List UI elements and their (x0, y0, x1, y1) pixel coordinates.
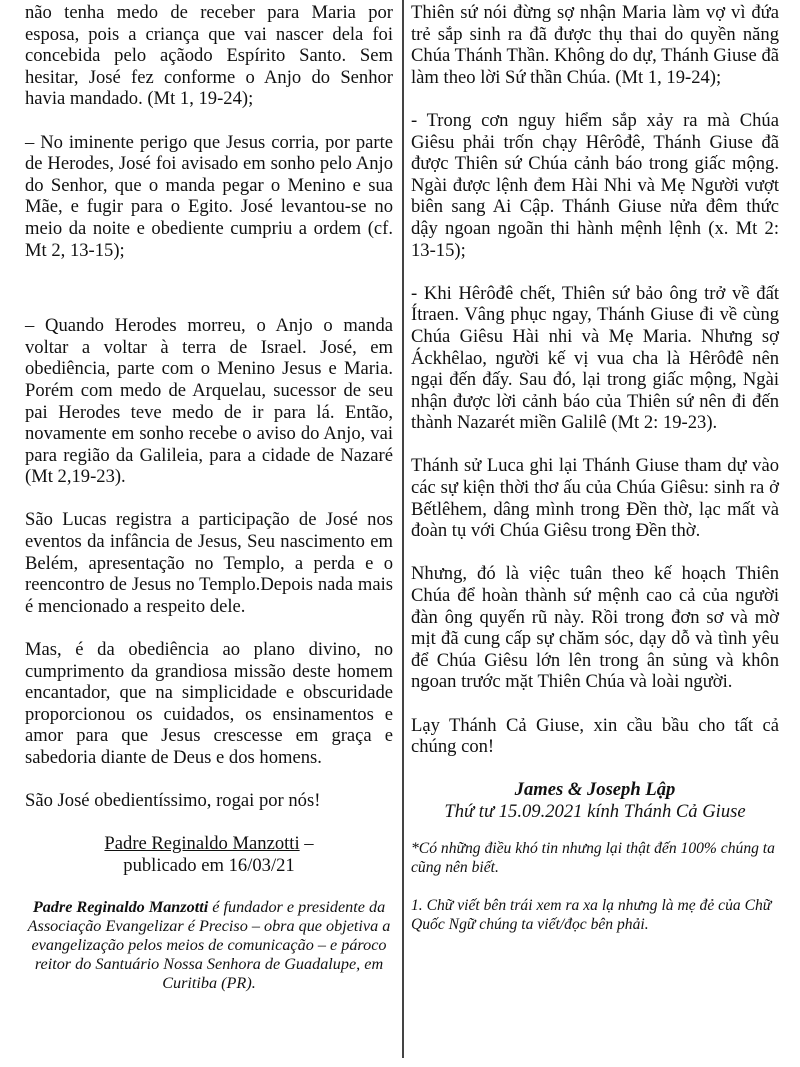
paragraph-vi-4: Thánh sử Luca ghi lại Thánh Giuse tham dự vào các sự kiện thời thơ ấu của Chúa Giêsu: sinh ra ở Bếtlêhem, dâng mình trong Đền thờ, lạc mất và đoàn tụ với Chúa Giêsu trong Đền thờ. (411, 455, 779, 542)
paragraph-vi-1: Thiên sứ nói đừng sợ nhận Maria làm vợ vì đứa trẻ sắp sinh ra đã được thụ thai do quyền năng Chúa Thánh Thần. Không do dự, Thánh Giuse đã làm theo lời Sứ thần Chúa. (Mt 1, 19-24); (411, 2, 779, 88)
paragraph-vi-3: - Khi Hêrôđê chết, Thiên sứ bảo ông trở về đất Ítraen. Vâng phục ngay, Thánh Giuse đi về cùng Chúa Giêsu Hài nhi và Mẹ Maria. Nhưng sợ Áckhêlao, người kế vị vua cha là Hêrôđê nên ngại đến đấy. Sau đó, lại trong giấc mộng, Ngài nhận được lời cảnh báo của Thiên sứ nên đi đến thành Nazarét miền Galilê (Mt 2: 19-23). (411, 282, 779, 434)
author-link[interactable]: Padre Reginaldo Manzotti (104, 833, 300, 855)
paragraph-pt-1: não tenha medo de receber para Maria por esposa, pois a criança que vai nascer dela foi concebida pelo açãodo Espírito Santo. Sem hesitar, José fez conforme o Anjo do Senhor havia mandado. (Mt 1, 19-24); (25, 2, 393, 110)
paragraph-vi-6: Lạy Thánh Cả Giuse, xin cầu bầu cho tất cả chúng con! (411, 714, 779, 758)
paragraph-pt-2: – No iminente perigo que Jesus corria, por parte de Herodes, José foi avisado em sonho pelo Anjo do Senhor, que o manda pegar o Menino e sua Mãe, e fugir para o Egito. José levantou-se no meio da noite e obediente cumpriu a ordem (cf. Mt 2, 13-15); (25, 131, 393, 261)
paragraph-pt-3: – Quando Herodes morreu, o Anjo o manda voltar a voltar à terra de Israel. José, em obediência, parte com o Menino Jesus e Maria. Porém com medo de Arquelau, sucessor de seu pai Herodes teve medo de ir para lá. Então, novamente em sonho recebe o aviso do Anjo, vai para região da Galileia, para a cidade de Nazaré (Mt 2,19-23). (25, 315, 393, 488)
bio-text: é fundador e presidente da Associação Evangelizar é Preciso – obra que objetiva a evangelização pelos meios de comunicação – e pároco reitor do Santuário Nossa Senhora de Guadalupe, em Curitiba (PR). (27, 898, 391, 993)
portuguese-column (25, 2, 393, 993)
vietnamese-column (411, 2, 779, 934)
author-bio (25, 898, 393, 993)
column-divider (402, 0, 404, 1058)
paragraph-vi-2: - Trong cơn nguy hiểm sắp xảy ra mà Chúa Giêsu phải trốn chạy Hêrôđê, Thánh Giuse đã được Thiên sứ Chúa cảnh báo trong giấc mộng. Ngài được lệnh đem Hài Nhi và Mẹ Người vượt biên sang Ai Cập. Thánh Giuse nửa đêm thức dậy ngoan ngoãn thi hành mệnh lệnh (x. Mt 2: 13-15); (411, 109, 779, 261)
bio-author-name: Padre Reginaldo Manzotti (32, 898, 209, 917)
signature-vi-name: James & Joseph Lập (514, 779, 676, 801)
signature-pt (25, 833, 393, 876)
paragraph-vi-5: Nhưng, đó là việc tuân theo kế hoạch Thiên Chúa để hoàn thành sứ mệnh cao cả của người đàn ông quyến rũ này. Rồi trong đơn sơ và mờ mịt đã cung cấp sự chăm sóc, dạy dỗ và tình yêu để Chúa Giêsu lớn lên trong ân sủng và khôn ngoan trước mặt Thiên Chúa và loài người. (411, 563, 779, 693)
paragraph-pt-6: São José obedientíssimo, rogai por nós! (25, 790, 321, 812)
paragraph-pt-5: Mas, é da obediência ao plano divino, no cumprimento da grandiosa missão deste homem encantador, que na simplicidade e obscuridade proporcionou os cuidados, os ensinamentos e amor para que Jesus crescesse em graça e sabedoria diante de Deus e dos homens. (25, 639, 393, 768)
footnote-1: *Có những điều khó tin nhưng lại thật đến 100% chúng ta cũng nên biết. (411, 839, 775, 876)
published-date: publicado em 16/03/21 (123, 854, 295, 876)
paragraph-pt-4: São Lucas registra a participação de José nos eventos da infância de Jesus, Seu nascimento em Belém, apresentação no Templo, a perda e o reencontro de Jesus no Templo.Depois nada mais é mencionado a respeito dele. (25, 509, 393, 617)
footnote-2: 1. Chữ viết bên trái xem ra xa lạ nhưng là mẹ đẻ của Chữ Quốc Ngữ chúng ta viết/đọc bên phải. (411, 896, 772, 933)
signature-dash: – (299, 833, 314, 855)
signature-vi-date: Thứ tư 15.09.2021 kính Thánh Cả Giuse (444, 800, 746, 822)
